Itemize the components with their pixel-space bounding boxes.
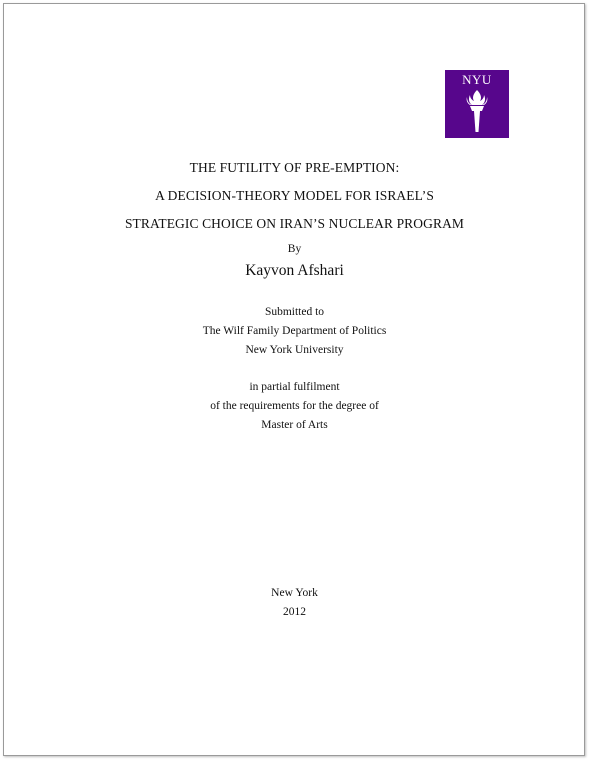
department: The Wilf Family Department of Politics — [202, 325, 387, 337]
title-line-1: THE FUTILITY OF PRE-EMPTION: — [189, 160, 400, 175]
year: 2012 — [283, 606, 306, 618]
requirements-degree: of the requirements for the degree of — [210, 400, 379, 412]
title-line-2: A DECISION-THEORY MODEL FOR ISRAEL’S — [155, 188, 434, 203]
title-line-3: STRATEGIC CHOICE ON IRAN’S NUCLEAR PROGRAM — [124, 216, 465, 231]
degree-name: Master of Arts — [261, 419, 328, 431]
partial-fulfilment: in partial fulfilment — [249, 381, 340, 393]
by-label: By — [287, 243, 302, 255]
submitted-to: Submitted to — [264, 306, 325, 318]
place: New York — [271, 587, 318, 599]
author-name: Kayvon Afshari — [245, 262, 344, 279]
university: New York University — [245, 344, 344, 356]
logo-text: NYU — [462, 72, 492, 87]
nyu-logo — [445, 70, 509, 138]
torch-icon — [445, 70, 509, 138]
